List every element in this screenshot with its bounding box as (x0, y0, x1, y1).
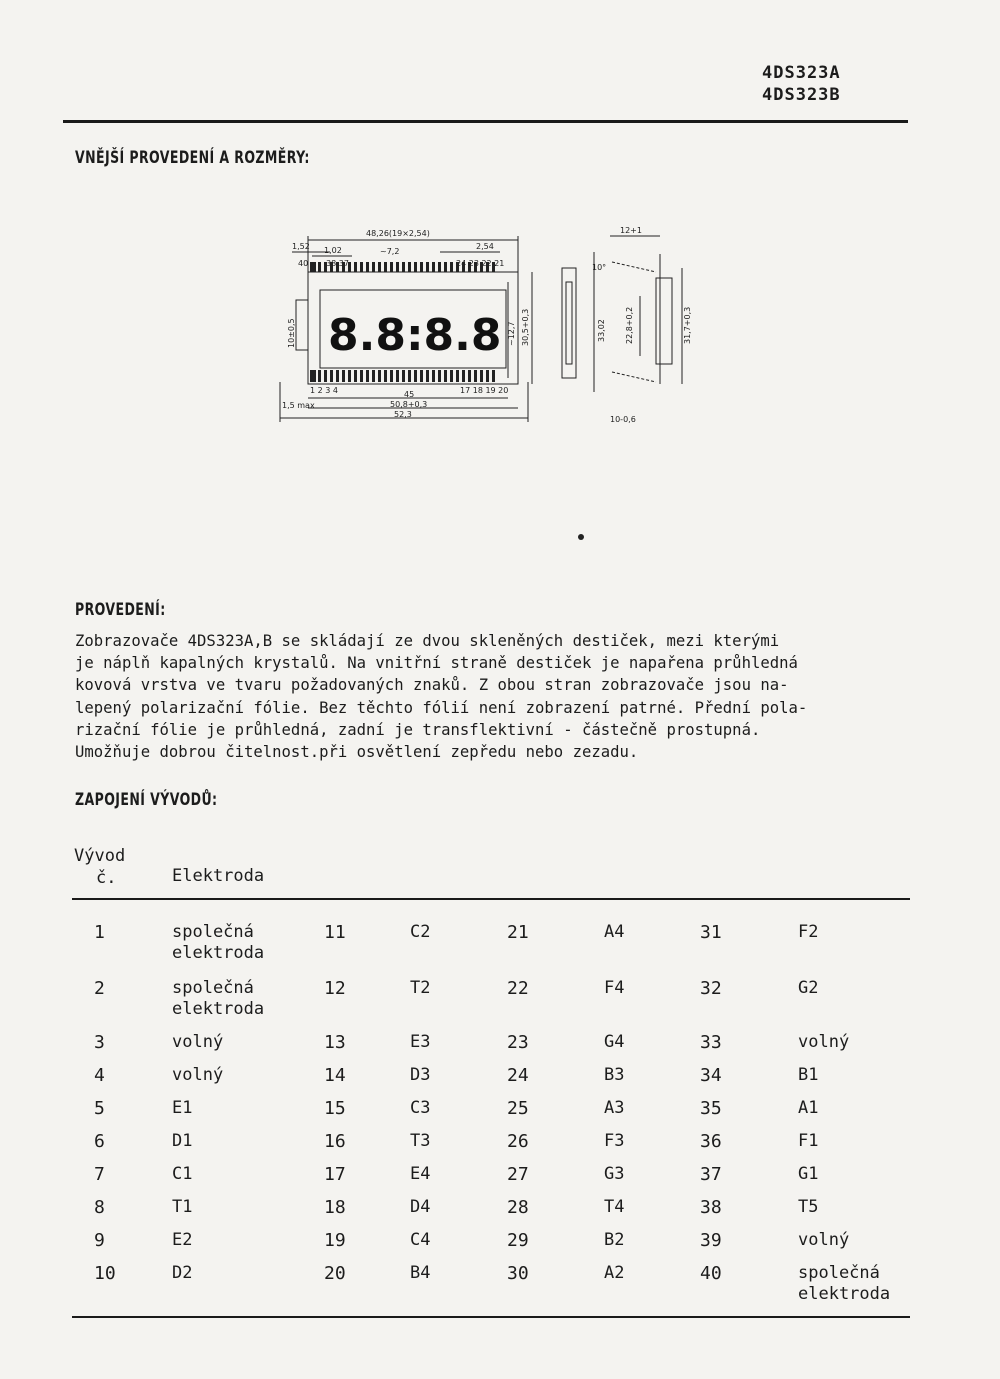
pin-number: 3 (94, 1032, 105, 1053)
electrode-name: A1 (798, 1098, 819, 1118)
pin-number: 32 (700, 978, 722, 999)
electrode-name: F3 (604, 1131, 625, 1151)
pin-number: 4 (94, 1065, 105, 1086)
scan-dot (578, 534, 584, 540)
pin-number: 16 (324, 1131, 346, 1152)
design-paragraph (75, 630, 925, 763)
paragraph-line: lepený polarizační fólie. Bez těchto fólií není zobrazení patrné. Přední pola- (75, 698, 808, 717)
dim-pin-spacing: 1,02 (324, 246, 342, 255)
dim-1-5-max: 1,5 max (282, 401, 315, 410)
electrode-name: B2 (604, 1230, 625, 1250)
pin-number: 34 (700, 1065, 722, 1086)
pin-number: 40 (700, 1263, 722, 1284)
col-pin-line1: Vývod (74, 846, 126, 866)
table-top-rule (72, 898, 910, 900)
pin-number: 8 (94, 1197, 105, 1218)
dim-pitch-top: 1,52 (292, 242, 310, 251)
col-pin-line2: č. (96, 868, 117, 888)
electrode-name: C4 (410, 1230, 431, 1250)
paragraph-line: je náplň kapalných krystalů. Na vnitřní straně destiček je napařena průhledná (75, 654, 798, 673)
dim-seg-width: ~7,2 (380, 247, 400, 256)
pin-number: 1 (94, 922, 105, 943)
electrode-name: volný (798, 1230, 850, 1250)
side-top-dim: 12+1 (620, 226, 642, 235)
col-electrode: Elektroda (172, 866, 265, 886)
dim-45: 45 (404, 390, 415, 399)
electrode-name: T5 (798, 1197, 819, 1217)
electrode-name: D2 (172, 1263, 193, 1283)
pin-number: 15 (324, 1098, 346, 1119)
electrode-name: volný (798, 1032, 850, 1052)
pin-number: 27 (507, 1164, 529, 1185)
pin-number: 23 (507, 1032, 529, 1053)
electrode-name: D4 (410, 1197, 431, 1217)
electrode-name: C2 (410, 922, 431, 942)
pin-number: 19 (324, 1230, 346, 1251)
dim-char-height: ~12,7 (507, 321, 516, 346)
dim-total-width: 48,26(19×2,54) (366, 229, 430, 238)
pin-number: 7 (94, 1164, 105, 1185)
pin-number: 28 (507, 1197, 529, 1218)
electrode-name: B1 (798, 1065, 819, 1085)
pin-number: 37 (700, 1164, 722, 1185)
pin-number: 24 (507, 1065, 529, 1086)
pin-number: 6 (94, 1131, 105, 1152)
side-angle: 10° (592, 263, 607, 272)
pin-number: 5 (94, 1098, 105, 1119)
electrode-name: společná elektroda (798, 1263, 891, 1304)
electrode-name: E2 (172, 1230, 193, 1250)
table-bottom-rule (72, 1316, 910, 1318)
model-number-b: 4DS323B (762, 85, 841, 105)
electrode-name: G4 (604, 1032, 625, 1052)
electrode-name: D1 (172, 1131, 193, 1151)
electrode-name: D3 (410, 1065, 431, 1085)
pin-number: 21 (507, 922, 529, 943)
electrode-name: G2 (798, 978, 819, 998)
pin-number: 38 (700, 1197, 722, 1218)
header-rule (63, 120, 908, 123)
dim-right-pitch: 2,54 (476, 242, 494, 251)
pins-bottom-right-label: 17 18 19 20 (460, 386, 509, 395)
pin-number: 18 (324, 1197, 346, 1218)
paragraph-line: rizační fólie je průhledná, zadní je transflektivní - částečně prostupná. (75, 720, 761, 739)
dim-52-3: 52,3 (394, 410, 412, 419)
electrode-name: T4 (604, 1197, 625, 1217)
pin-number: 10 (94, 1263, 116, 1284)
electrode-name: F4 (604, 978, 625, 998)
pin-number: 17 (324, 1164, 346, 1185)
pin-number: 13 (324, 1032, 346, 1053)
side-h2: 22,8+0,2 (625, 306, 634, 344)
pin-40-label: 40 (298, 259, 309, 268)
electrode-name: G3 (604, 1164, 625, 1184)
pins-right-top-label: 24 23 22 21 (456, 259, 505, 268)
paragraph-line: Umožňuje dobrou čitelnost.při osvětlení zepředu nebo zezadu. (75, 743, 639, 762)
pin-number: 14 (324, 1065, 346, 1086)
design-heading: PROVEDENÍ: (75, 600, 166, 620)
electrode-name: A3 (604, 1098, 625, 1118)
electrode-name: volný (172, 1032, 224, 1052)
dim-side-height: 10±0,5 (287, 318, 296, 348)
pin-number: 31 (700, 922, 722, 943)
electrode-name: E3 (410, 1032, 431, 1052)
pins-bottom-left-label: 1 2 3 4 (310, 386, 338, 395)
electrode-name: A4 (604, 922, 625, 942)
electrode-name: G1 (798, 1164, 819, 1184)
pin-number: 39 (700, 1230, 722, 1251)
pin-number: 33 (700, 1032, 722, 1053)
pin-number: 30 (507, 1263, 529, 1284)
pin-number: 2 (94, 978, 105, 999)
electrode-name: F2 (798, 922, 819, 942)
electrode-name: E1 (172, 1098, 193, 1118)
pins-heading: ZAPOJENÍ VÝVODŮ: (75, 790, 218, 810)
pin-number: 12 (324, 978, 346, 999)
pin-number: 22 (507, 978, 529, 999)
electrode-name: T1 (172, 1197, 193, 1217)
pin-number: 29 (507, 1230, 529, 1251)
pin-number: 36 (700, 1131, 722, 1152)
electrode-name: T2 (410, 978, 431, 998)
electrode-name: B3 (604, 1065, 625, 1085)
dim-height-label: 30,5+0,3 (521, 308, 530, 346)
electrode-name: F1 (798, 1131, 819, 1151)
paragraph-line: Zobrazovače 4DS323A,B se skládají ze dvou skleněných destiček, mezi kterými (75, 632, 780, 650)
electrode-name: C1 (172, 1164, 193, 1184)
electrode-name: E4 (410, 1164, 431, 1184)
pin-number: 35 (700, 1098, 722, 1119)
dim-50-8: 50,8+0,3 (390, 400, 428, 409)
dimension-drawing (270, 222, 710, 434)
electrode-name: společná elektroda (172, 978, 265, 1019)
electrode-name: A2 (604, 1263, 625, 1283)
digits-preview: 8.8:8.8 (328, 310, 502, 361)
electrode-name: volný (172, 1065, 224, 1085)
pin-number: 26 (507, 1131, 529, 1152)
dimensions-heading: VNĚJŠÍ PROVEDENÍ A ROZMĚRY: (75, 148, 310, 168)
side-h1: 33,02 (597, 319, 606, 342)
side-h3: 31,7+0,3 (683, 306, 692, 344)
pins-38-37-label: 38 37 (326, 259, 349, 268)
side-lead: 10-0,6 (610, 415, 636, 424)
model-number-a: 4DS323A (762, 63, 841, 83)
pin-number: 11 (324, 922, 346, 943)
electrode-name: C3 (410, 1098, 431, 1118)
electrode-name: společná elektroda (172, 922, 265, 963)
pin-number: 20 (324, 1263, 346, 1284)
electrode-name: B4 (410, 1263, 431, 1283)
pin-number: 25 (507, 1098, 529, 1119)
electrode-name: T3 (410, 1131, 431, 1151)
paragraph-line: kovová vrstva ve tvaru požadovaných znaků. Z obou stran zobrazovače jsou na- (75, 676, 789, 695)
pin-number: 9 (94, 1230, 105, 1251)
